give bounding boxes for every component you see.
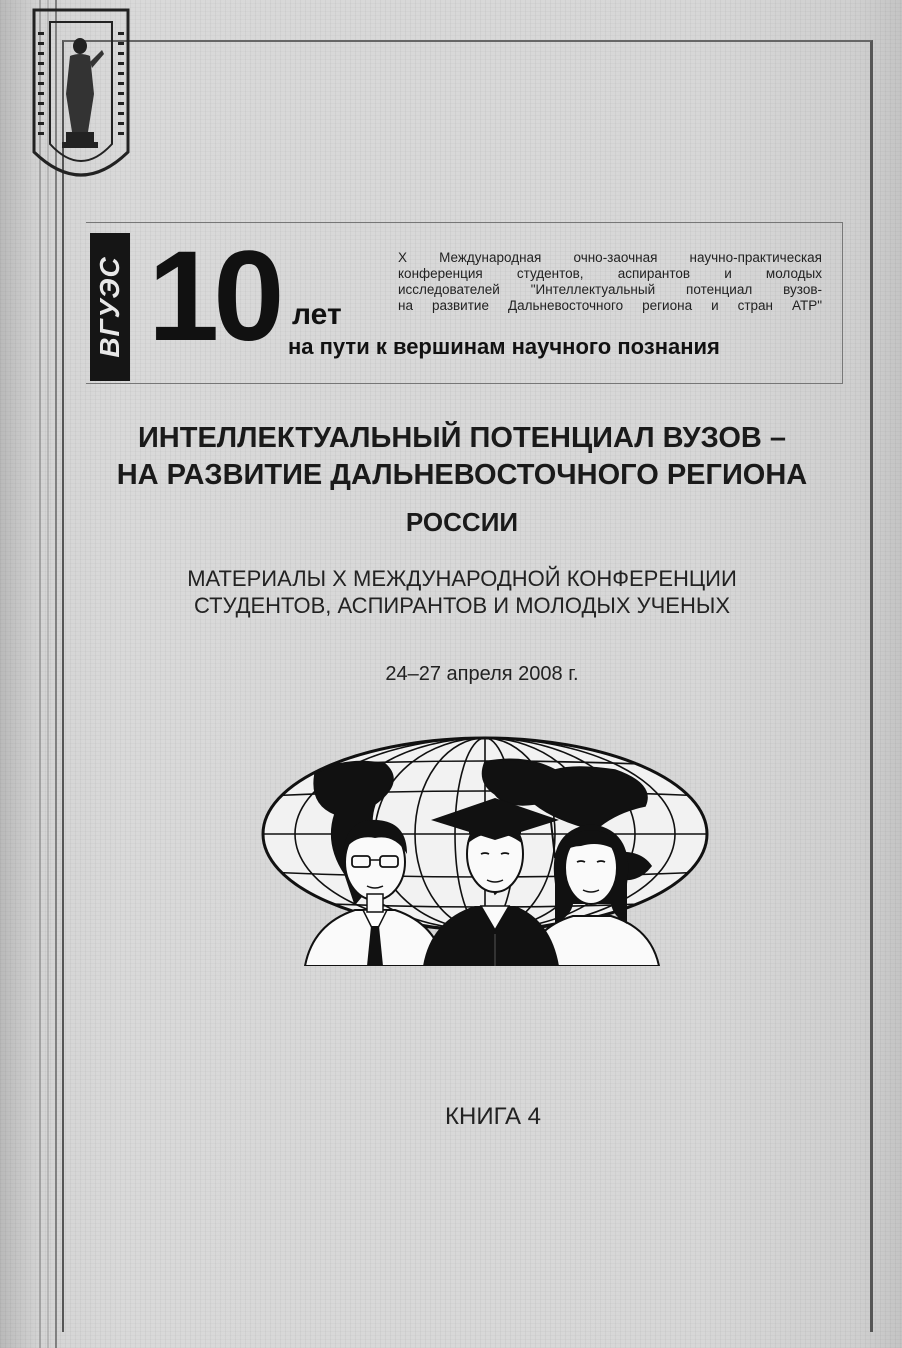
main-title-line: ИНТЕЛЛЕКТУАЛЬНЫЙ ПОТЕНЦИАЛ ВУЗОВ –	[137, 422, 787, 454]
conference-description-line: конференция студентов, аспирантов и молодых	[398, 266, 822, 281]
conference-description-line: на развитие Дальневосточного региона и стран АТР"	[398, 298, 822, 313]
subtitle	[72, 565, 852, 619]
main-title-line: НА РАЗВИТИЕ ДАЛЬНЕВОСТОЧНОГО РЕГИОНА	[116, 459, 808, 491]
anniversary-slogan: на пути к вершинам научного познания	[288, 334, 720, 359]
subtitle-line: МАТЕРИАЛЫ X МЕЖДУНАРОДНОЙ КОНФЕРЕНЦИИ	[187, 566, 737, 591]
anniversary-years-word: лет	[292, 298, 342, 331]
vguez-logo	[90, 233, 130, 381]
book-volume: КНИГА 4	[445, 1103, 541, 1130]
subtitle-line: СТУДЕНТОВ, АСПИРАНТОВ И МОЛОДЫХ УЧЕНЫХ	[193, 593, 730, 618]
conference-description-line: исследователей "Интеллектуальный потенциал вузов-	[398, 282, 822, 297]
conference-description	[398, 250, 822, 314]
globe-students-illustration	[255, 734, 715, 966]
conference-description-line: X Международная очно-заочная научно-практическая	[398, 250, 822, 265]
main-title	[72, 420, 852, 494]
university-seal-icon	[20, 2, 142, 198]
anniversary-number: 10	[148, 225, 279, 368]
vguez-logo-text: ВГУЭС	[94, 256, 125, 358]
main-title-line: РОССИИ	[405, 507, 519, 537]
conference-date: 24–27 апреля 2008 г.	[385, 663, 579, 685]
